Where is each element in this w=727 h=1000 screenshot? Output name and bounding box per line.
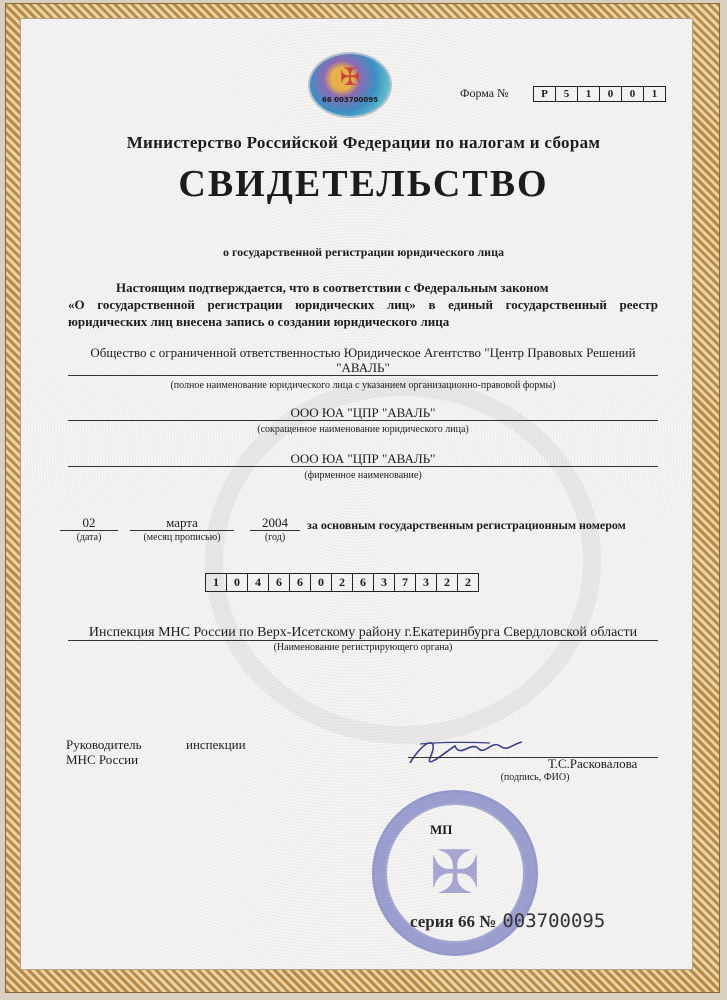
date-year-caption: (год) xyxy=(264,532,286,543)
registration-digit: 3 xyxy=(416,574,437,591)
short-name-caption: (сокращенное наименование юридического лица) xyxy=(257,424,469,435)
registration-number xyxy=(205,573,479,592)
authority-name: Инспекция МНС России по Верх-Исетскому району г.Екатеринбурга Свердловской области xyxy=(68,625,658,641)
hologram-number: 66 003700095 xyxy=(321,96,378,104)
ministry-name: Министерство Российской Федерации по налогам и сборам xyxy=(126,133,601,152)
certificate-paper xyxy=(20,18,693,970)
eagle-icon: ✠ xyxy=(339,65,361,91)
registration-digit: 0 xyxy=(311,574,332,591)
registration-digit: 1 xyxy=(206,574,227,591)
registration-digit: 0 xyxy=(227,574,248,591)
signature xyxy=(400,728,530,778)
date-month: марта xyxy=(130,515,234,531)
stamp-eagle-icon: ✠ xyxy=(429,840,481,906)
series-value: 003700095 xyxy=(502,910,606,932)
registration-digit: 2 xyxy=(437,574,458,591)
registration-digit: 4 xyxy=(248,574,269,591)
statement-line1: Настоящим подтверждается, что в соответствии с Федеральным законом xyxy=(116,280,549,295)
signatory-role: Руководитель xyxy=(66,737,142,752)
registration-digit: 7 xyxy=(395,574,416,591)
form-label: Форма № xyxy=(460,86,509,100)
form-code-cell: 0 xyxy=(622,87,644,101)
series-label: серия 66 № xyxy=(410,912,497,931)
date-day: 02 xyxy=(60,515,118,531)
hologram-seal xyxy=(310,54,390,116)
stamp-label: МП xyxy=(430,822,453,837)
statement-rest: «О государственной регистрации юридических лиц» в единый государственный реестр юридических лиц внесена запись о создании юридического лица xyxy=(68,297,658,329)
registration-number-label: за основным государственным регистрационным номером xyxy=(307,518,626,532)
registration-digit: 6 xyxy=(290,574,311,591)
signatory-name: Т.С.Расковалова xyxy=(548,756,638,771)
registration-digit: 2 xyxy=(332,574,353,591)
series-number xyxy=(410,910,605,932)
form-code-cell: 1 xyxy=(651,88,658,100)
date-month-caption: (месяц прописью) xyxy=(143,532,221,543)
date-year: 2004 xyxy=(250,515,300,531)
date-day-caption: (дата) xyxy=(76,532,102,543)
firm-name-field: ООО ЮА "ЦПР "АВАЛЬ" xyxy=(68,451,658,467)
form-code-cell: 1 xyxy=(578,87,600,101)
short-name-field: ООО ЮА "ЦПР "АВАЛЬ" xyxy=(68,405,658,421)
form-code-cell: Р xyxy=(534,87,556,101)
signatory-role-3: МНС России xyxy=(66,752,139,767)
document-subtitle: о государственной регистрации юридического лица xyxy=(223,245,504,259)
registration-digit: 2 xyxy=(465,575,471,589)
signature-caption: (подпись, ФИО) xyxy=(500,772,570,783)
registration-digit: 6 xyxy=(353,574,374,591)
firm-name-caption: (фирменное наименование) xyxy=(304,470,422,481)
document-title: СВИДЕТЕЛЬСТВО xyxy=(178,163,549,205)
registration-digit: 6 xyxy=(269,574,290,591)
signatory-role-2: инспекции xyxy=(186,737,246,752)
form-code-cell: 0 xyxy=(600,87,622,101)
form-code-cell: 5 xyxy=(556,87,578,101)
authority-caption: (Наименование регистрирующего органа) xyxy=(273,642,453,653)
statement-text xyxy=(68,279,658,330)
registration-digit: 3 xyxy=(374,574,395,591)
form-code xyxy=(533,86,666,102)
full-name-field: Общество с ограниченной ответственностью Юридическое Агентство "Центр Правовых Решений "АВАЛЬ" xyxy=(68,345,658,376)
full-name-caption: (полное наименование юридического лица с указанием организационно-правовой формы) xyxy=(170,380,556,391)
